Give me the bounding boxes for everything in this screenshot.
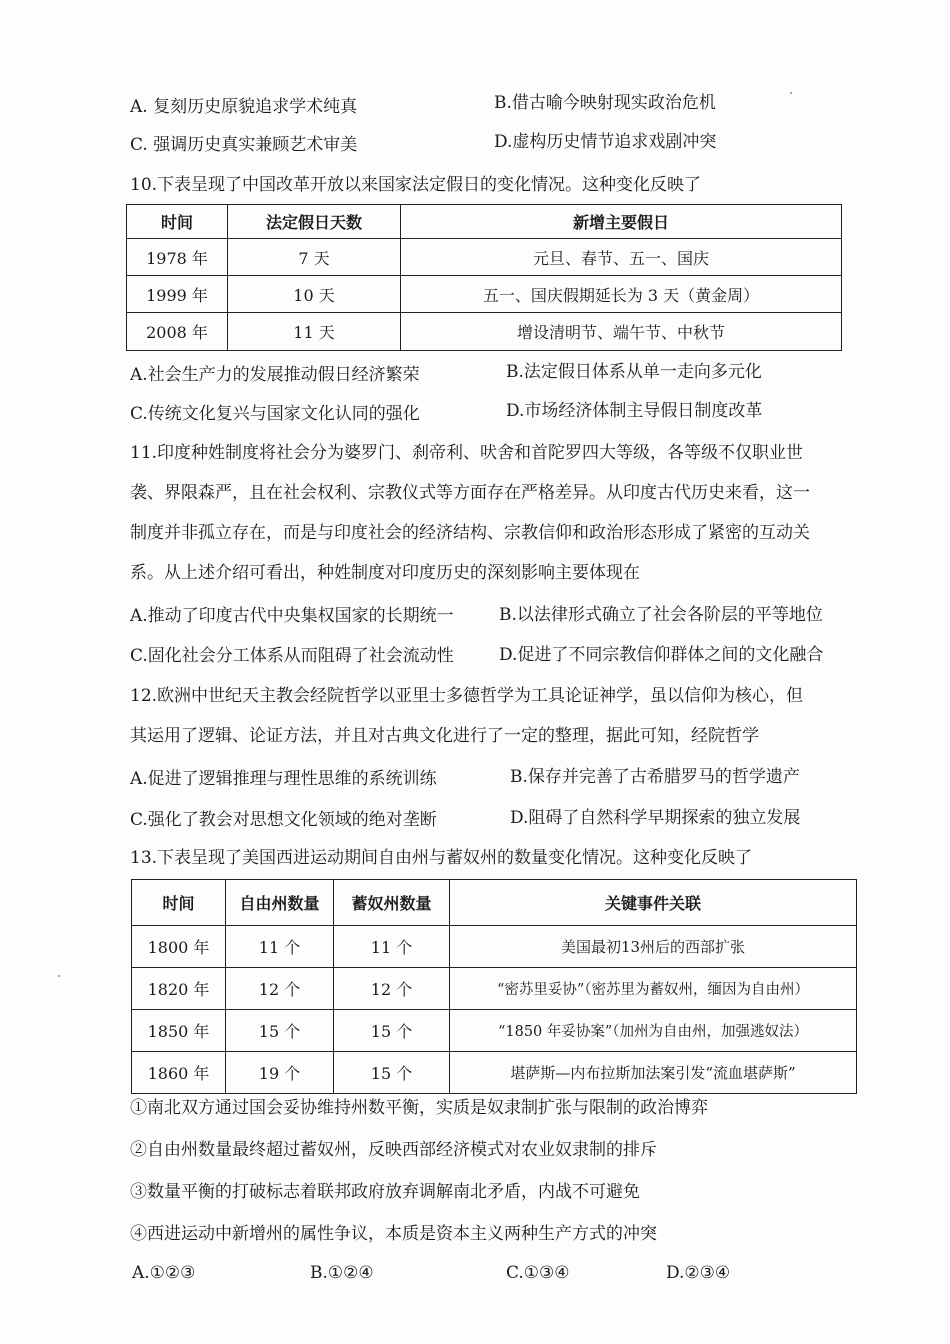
q13-cell: “1850 年妥协案”（加州为自由州，加强逃奴法） xyxy=(450,1010,857,1052)
scan-speck xyxy=(58,975,60,977)
q13-option-d: D.②③④ xyxy=(666,1263,731,1283)
q13-cell: 1820 年 xyxy=(132,968,226,1010)
q13-cell: 15 个 xyxy=(334,1052,450,1094)
q13-statement-3: ③数量平衡的打破标志着联邦政府放弃调解南北矛盾，内战不可避免 xyxy=(130,1182,640,1202)
q10-option-b: B.法定假日体系从单一走向多元化 xyxy=(506,362,762,382)
q10-cell: 10 天 xyxy=(228,276,401,313)
q10-option-a: A.社会生产力的发展推动假日经济繁荣 xyxy=(130,365,420,385)
q13-header-free: 自由州数量 xyxy=(226,880,334,926)
q13-cell: 15 个 xyxy=(226,1010,334,1052)
q12-stem-line1: 12.欧洲中世纪天主教会经院哲学以亚里士多德哲学为工具论证神学，虽以信仰为核心，但 xyxy=(130,686,804,706)
q12-option-c: C.强化了教会对思想文化领域的绝对垄断 xyxy=(130,810,437,830)
q11-option-b: B.以法律形式确立了社会各阶层的平等地位 xyxy=(499,605,823,625)
q11-option-d: D.促进了不同宗教信仰群体之间的文化融合 xyxy=(499,645,824,665)
q13-header-events: 关键事件关联 xyxy=(450,880,857,926)
q10-cell: 1999 年 xyxy=(127,276,228,313)
q11-stem-line1: 11.印度种姓制度将社会分为婆罗门、刹帝利、吠舍和首陀罗四大等级，各等级不仅职业世 xyxy=(130,443,804,463)
q13-statement-4: ④西进运动中新增州的属性争议，本质是资本主义两种生产方式的冲突 xyxy=(130,1224,657,1244)
table-row xyxy=(127,313,842,351)
table-row xyxy=(127,239,842,276)
q13-cell: 堪萨斯—内布拉斯加法案引发“流血堪萨斯” xyxy=(450,1052,857,1094)
q13-statement-2: ②自由州数量最终超过蓄奴州，反映西部经济模式对农业奴隶制的排斥 xyxy=(130,1140,657,1160)
q13-cell: 19 个 xyxy=(226,1052,334,1094)
table-row xyxy=(132,926,857,968)
q13-cell: 美国最初13州后的西部扩张 xyxy=(450,926,857,968)
q10-cell: 1978 年 xyxy=(127,239,228,276)
q9-option-a: A. 复刻历史原貌追求学术纯真 xyxy=(130,97,358,117)
q12-option-a: A.促进了逻辑推理与理性思维的系统训练 xyxy=(130,769,437,789)
q10-header-holidays: 新增主要假日 xyxy=(401,205,842,239)
table-row xyxy=(132,1010,857,1052)
q11-option-a: A.推动了印度古代中央集权国家的长期统一 xyxy=(130,606,454,626)
q10-cell: 增设清明节、端午节、中秋节 xyxy=(401,313,842,351)
q12-stem-line2: 其运用了逻辑、论证方法，并且对古典文化进行了一定的整理，据此可知，经院哲学 xyxy=(130,726,759,746)
q13-stem: 13.下表呈现了美国西进运动期间自由州与蓄奴州的数量变化情况。这种变化反映了 xyxy=(130,848,753,868)
q13-option-c: C.①③④ xyxy=(506,1263,570,1283)
table-row xyxy=(127,276,842,313)
q9-option-b: B.借古喻今映射现实政治危机 xyxy=(494,93,716,113)
q11-stem-line2: 袭、界限森严，且在社会权利、宗教仪式等方面存在严格差异。从印度古代历史来看，这一 xyxy=(130,483,810,503)
table-row xyxy=(132,1052,857,1094)
q13-cell: 12 个 xyxy=(334,968,450,1010)
q10-cell: 11 天 xyxy=(228,313,401,351)
q13-statement-1: ①南北双方通过国会妥协维持州数平衡，实质是奴隶制扩张与限制的政治博弈 xyxy=(130,1098,708,1118)
q13-cell: 1800 年 xyxy=(132,926,226,968)
q10-cell: 五一、国庆假期延长为 3 天（黄金周） xyxy=(401,276,842,313)
table-row xyxy=(132,968,857,1010)
q13-cell: “密苏里妥协”（密苏里为蓄奴州，缅因为自由州） xyxy=(450,968,857,1010)
q13-header-time: 时间 xyxy=(132,880,226,926)
q13-table xyxy=(131,879,857,1094)
scan-speck xyxy=(790,92,792,94)
q13-cell: 11 个 xyxy=(334,926,450,968)
q13-header-slave: 蓄奴州数量 xyxy=(334,880,450,926)
q13-option-b: B.①②④ xyxy=(310,1263,374,1283)
q9-option-d: D.虚构历史情节追求戏剧冲突 xyxy=(494,132,717,152)
q12-option-b: B.保存并完善了古希腊罗马的哲学遗产 xyxy=(510,767,800,787)
q13-cell: 1860 年 xyxy=(132,1052,226,1094)
q13-cell: 11 个 xyxy=(226,926,334,968)
q9-option-c: C. 强调历史真实兼顾艺术审美 xyxy=(130,135,358,155)
q13-cell: 1850 年 xyxy=(132,1010,226,1052)
q10-stem: 10.下表呈现了中国改革开放以来国家法定假日的变化情况。这种变化反映了 xyxy=(130,175,702,195)
q11-stem-line4: 系。从上述介绍可看出，种姓制度对印度历史的深刻影响主要体现在 xyxy=(130,563,640,583)
q13-cell: 12 个 xyxy=(226,968,334,1010)
q12-option-d: D.阻碍了自然科学早期探索的独立发展 xyxy=(510,808,801,828)
q10-option-d: D.市场经济体制主导假日制度改革 xyxy=(506,401,763,421)
q13-cell: 15 个 xyxy=(334,1010,450,1052)
q11-stem-line3: 制度并非孤立存在，而是与印度社会的经济结构、宗教信仰和政治形态形成了紧密的互动关 xyxy=(130,523,810,543)
q10-cell: 7 天 xyxy=(228,239,401,276)
q10-cell: 元旦、春节、五一、国庆 xyxy=(401,239,842,276)
q10-option-c: C.传统文化复兴与国家文化认同的强化 xyxy=(130,404,420,424)
q13-option-a: A.①②③ xyxy=(132,1263,196,1283)
q10-header-time: 时间 xyxy=(127,205,228,239)
q10-cell: 2008 年 xyxy=(127,313,228,351)
q10-table xyxy=(126,204,842,351)
q11-option-c: C.固化社会分工体系从而阻碍了社会流动性 xyxy=(130,646,454,666)
q10-header-days: 法定假日天数 xyxy=(228,205,401,239)
